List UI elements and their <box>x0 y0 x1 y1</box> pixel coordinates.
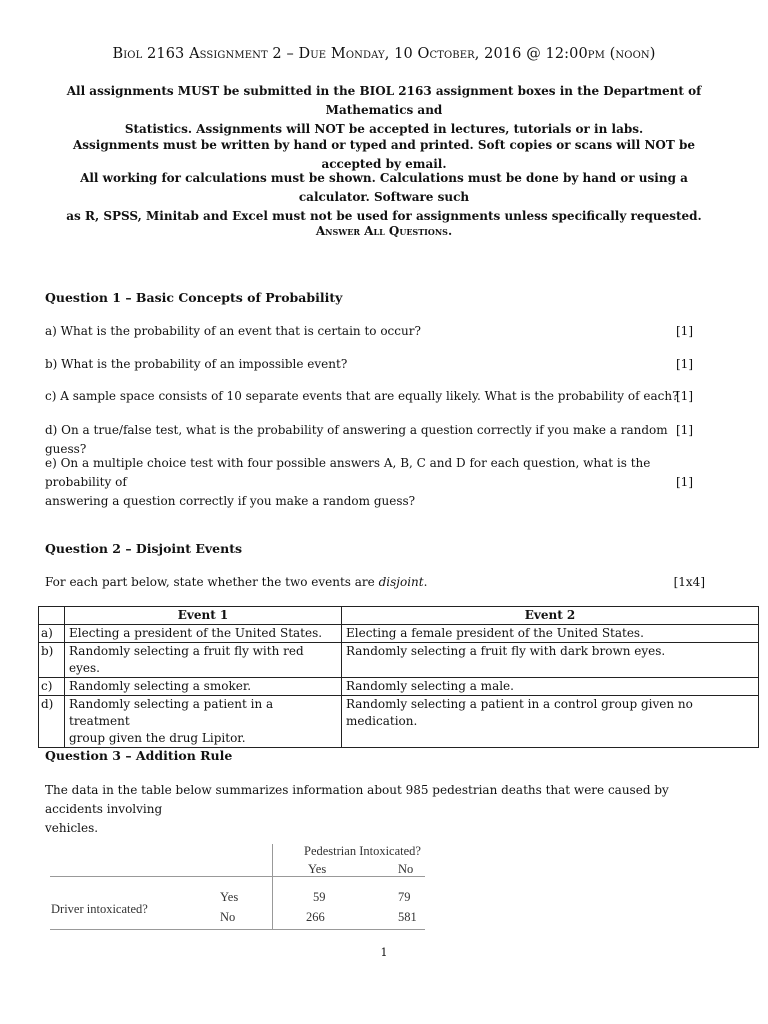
intoxication-table <box>50 838 425 930</box>
row-event2-line2: medication. <box>346 714 418 728</box>
question-3-heading: Question 3 – Addition Rule <box>45 748 233 763</box>
table-row <box>39 625 759 643</box>
row-event1: Electing a president of the United States. <box>65 625 342 643</box>
table-divider-bottom <box>50 929 425 930</box>
row-event1-line1: Randomly selecting a patient in a treatment <box>69 697 274 728</box>
table-header-row <box>39 607 759 625</box>
row-event2: Randomly selecting a male. <box>342 678 759 696</box>
table-divider-vertical <box>272 844 273 930</box>
question-1e-line1: e) On a multiple choice test with four possible answers A, B, C and D for each question, what is the probability of <box>45 456 651 489</box>
row-no-label: No <box>220 910 236 924</box>
table-row <box>39 643 759 678</box>
question-3-intro <box>45 781 725 838</box>
question-1d-mark: [1] <box>676 423 693 437</box>
question-2-intro <box>45 573 705 592</box>
cell-yes-yes: 59 <box>313 890 326 904</box>
instruction-format: Assignments must be written by hand or typed and printed. Soft copies or scans will NOT be accepted by email. <box>72 138 696 171</box>
table-row <box>39 678 759 696</box>
cell-yes-no: 79 <box>398 890 411 904</box>
row-yes-label: Yes <box>220 890 239 904</box>
page-number: 1 <box>380 946 388 959</box>
question-1-heading: Question 1 – Basic Concepts of Probability <box>45 290 343 305</box>
row-event2: Randomly selecting a fruit fly with dark brown eyes. <box>342 643 759 678</box>
question-1a <box>45 322 693 341</box>
row-label: c) <box>39 678 65 696</box>
col-yes-label: Yes <box>308 862 327 876</box>
question-1c-text: c) A sample space consists of 10 separate events that are equally likely. What is the probability of each? <box>45 389 679 403</box>
question-1e-line2: answering a question correctly if you make a random guess? <box>45 494 416 508</box>
disjoint-events-table <box>38 606 759 748</box>
instruction-working-line2: as R, SPSS, Minitab and Excel must not be used for assignments unless specifically requested. <box>66 209 702 223</box>
question-1a-mark: [1] <box>676 324 693 338</box>
row-event2 <box>342 696 759 748</box>
instruction-working <box>50 169 718 226</box>
row-label: b) <box>39 643 65 678</box>
col-group-label: Pedestrian Intoxicated? <box>304 844 421 858</box>
cell-no-yes: 266 <box>306 910 325 924</box>
table-divider-horizontal <box>50 876 425 877</box>
answer-all-note: Answer All Questions. <box>315 224 453 238</box>
question-1b-text: b) What is the probability of an impossible event? <box>45 357 348 371</box>
row-label: d) <box>39 696 65 748</box>
instruction-submission <box>50 82 718 139</box>
row-label: a) <box>39 625 65 643</box>
question-1e <box>45 454 693 508</box>
question-1a-text: a) What is the probability of an event that is certain to occur? <box>45 324 421 338</box>
row-event1-line2: group given the drug Lipitor. <box>69 731 246 745</box>
question-2-intro-emphasis: disjoint <box>378 575 424 589</box>
question-1e-mark: [1] <box>676 475 693 489</box>
instruction-submission-line1: All assignments MUST be submitted in the BIOL 2163 assignment boxes in the Department of Mathematics and <box>66 84 702 117</box>
row-event2: Electing a female president of the United States. <box>342 625 759 643</box>
row-event1 <box>65 696 342 748</box>
question-2-intro-after: . <box>423 575 428 589</box>
instruction-working-line1: All working for calculations must be shown. Calculations must be done by hand or using a calculator. Software such <box>80 171 688 204</box>
cell-no-no: 581 <box>398 910 417 924</box>
question-1b-mark: [1] <box>676 357 693 371</box>
table-header-event2: Event 2 <box>342 607 759 625</box>
col-no-label: No <box>398 862 414 876</box>
question-1b <box>45 355 693 374</box>
question-1c <box>45 387 693 406</box>
assignment-title: Biol 2163 Assignment 2 – Due Monday, 10 October, 2016 @ 12:00pm (noon) <box>112 46 656 62</box>
question-2-mark: [1x4] <box>673 575 705 589</box>
table-header-label <box>39 607 65 625</box>
table-row <box>39 696 759 748</box>
question-3-intro-line1: The data in the table below summarizes information about 985 pedestrian deaths that were caused by accidents involving <box>45 783 669 816</box>
question-1d-text: d) On a true/false test, what is the probability of answering a question correctly if you make a random guess? <box>45 423 668 456</box>
question-1c-mark: [1] <box>676 389 693 403</box>
instruction-submission-line2: Statistics. Assignments will NOT be accepted in lectures, tutorials or in labs. <box>124 122 644 136</box>
question-2-heading: Question 2 – Disjoint Events <box>45 541 243 556</box>
row-event2-line1: Randomly selecting a patient in a control group given no <box>346 697 693 711</box>
row-group-label: Driver intoxicated? <box>51 902 148 916</box>
question-2-intro-before: For each part below, state whether the two events are <box>45 575 379 589</box>
question-3-intro-line2: vehicles. <box>45 821 99 835</box>
row-event1: Randomly selecting a fruit fly with red eyes. <box>65 643 342 678</box>
table-header-event1: Event 1 <box>65 607 342 625</box>
row-event1: Randomly selecting a smoker. <box>65 678 342 696</box>
